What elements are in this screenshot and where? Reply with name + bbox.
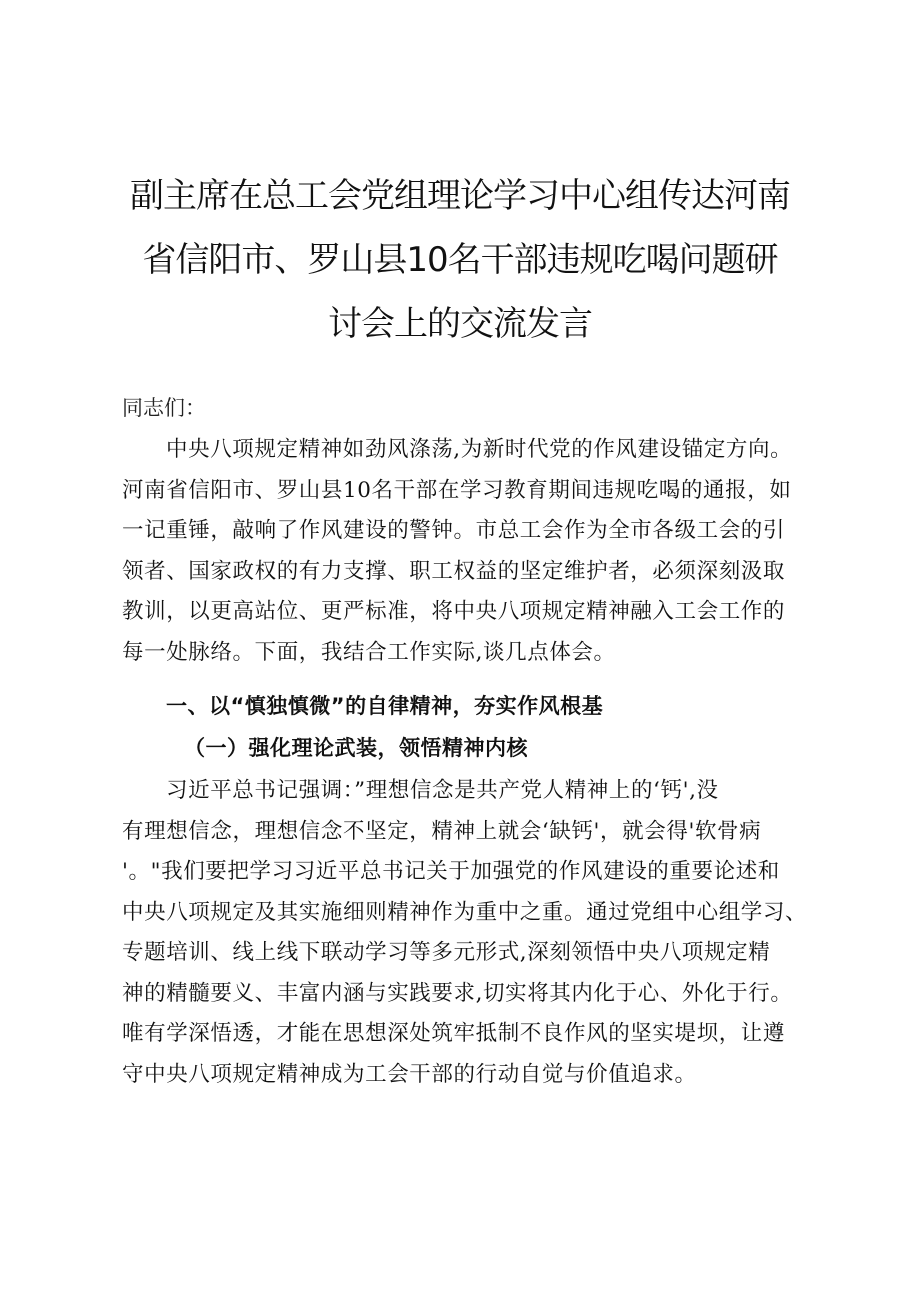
- subsection-heading: （一）强化理论武装，领悟精神内核: [184, 736, 528, 760]
- title-line-2: 省信阳市、罗山县10名干部违规吃喝问题研: [142, 240, 778, 280]
- paragraph-line: 唯有学深悟透，才能在思想深处筑牢抵制不良作风的坚实堤坝，让遵: [122, 1021, 786, 1046]
- paragraph-line: 每一处脉络。下面，我结合工作实际,谈几点体会。: [122, 639, 616, 665]
- paragraph-line: 教训，以更高站位、更严标准，将中央八项规定精神融入工会工作的: [122, 599, 786, 624]
- title-line-3: 讨会上的交流发言: [328, 304, 592, 344]
- paragraph-intro: [122, 430, 822, 673]
- paragraph-line: 领者、国家政权的有力支撑、职工权益的坚定维护者，必须深刻汲取: [122, 558, 786, 584]
- paragraph-line: 有理想信念，理想信念不坚定，精神上就会‘缺钙'，就会得'软骨病: [122, 818, 762, 844]
- paragraph-line: 河南省信阳市、罗山县10名干部在学习教育期间违规吃喝的通报，如: [122, 477, 792, 503]
- paragraph-line: '。"我们要把学习习近平总书记关于加强党的作风建设的重要论述和: [122, 859, 780, 884]
- title-line-1: 副主席在总工会党组理论学习中心组传达河南: [130, 176, 790, 216]
- paragraph-line: 守中央八项规定精神成为工会干部的行动自觉与价值追求。: [122, 1061, 697, 1087]
- section-heading: 一、以“慎独慎微”的自律精神，夯实作风根基: [166, 694, 604, 718]
- paragraph-line: 专题培训、线上线下联动学习等多元形式,深刻领悟中央八项规定精: [122, 940, 771, 965]
- paragraph-line: 中央八项规定精神如劲风涤荡,为新时代党的作风建设锚定方向。: [166, 437, 793, 462]
- paragraph-theory: [122, 771, 822, 1095]
- paragraph-line: 习近平总书记强调：”理想信念是共产党人精神上的‘钙',没: [166, 778, 719, 803]
- document-title: [100, 164, 820, 356]
- paragraph-line: 神的精髓要义、丰富内涵与实践要求,切实将其内化于心、外化于行。: [122, 980, 793, 1006]
- paragraph-line: 中央八项规定及其实施细则精神作为重中之重。通过党组中心组学习、: [122, 899, 808, 925]
- greeting: 同志们：: [122, 396, 206, 420]
- paragraph-line: 一记重锤，敲响了作风建设的警钟。市总工会作为全市各级工会的引: [122, 518, 786, 543]
